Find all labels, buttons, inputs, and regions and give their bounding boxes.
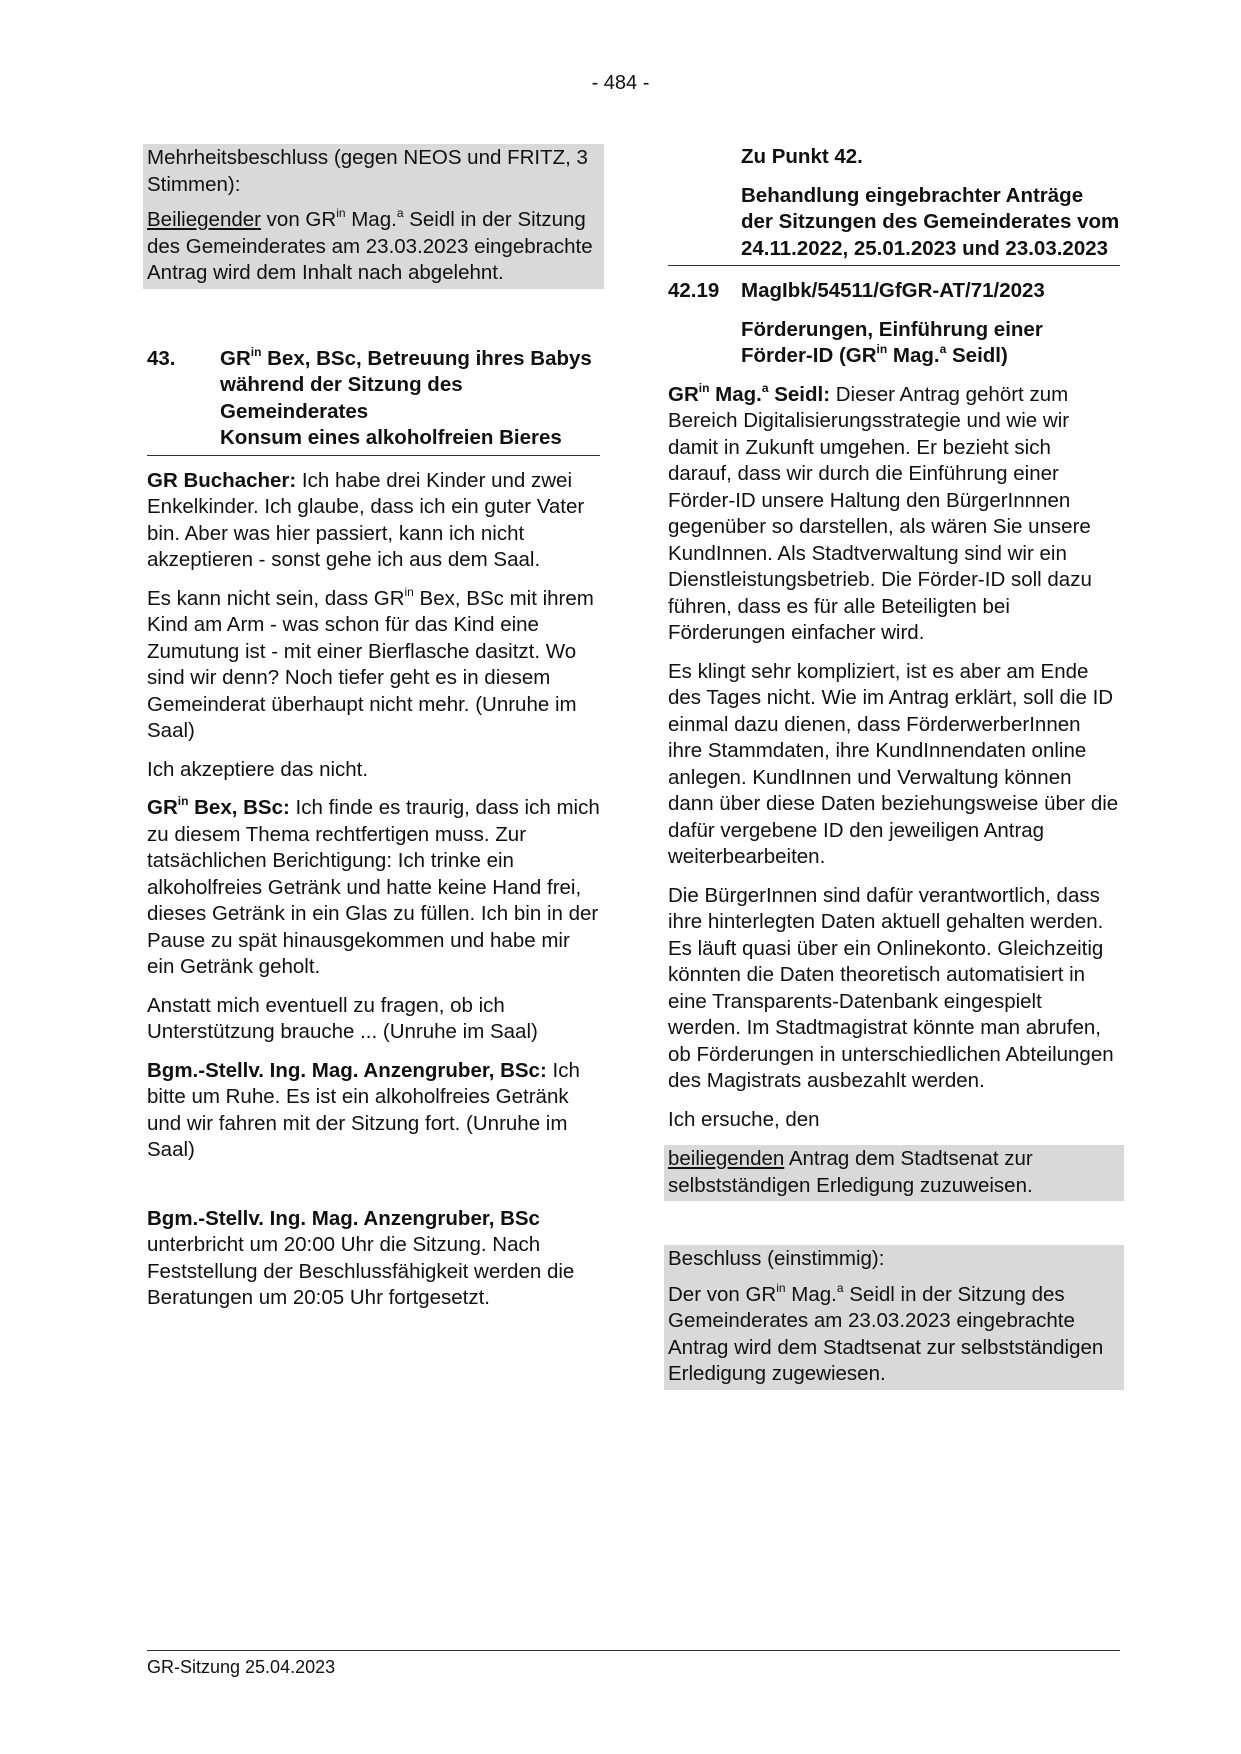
speaker-name: $GR^{in}$ Bex, BSc:: [147, 794, 290, 819]
resolution-text: Der von $GR^{in}$ Mag.$^a$ Seidl in der Sitzung des Gemeinderates am 23.03.2023 eingebrachte Antrag wird dem Stadtsenat zur selbstständigen Erledigung zugewiesen.: [668, 1280, 1104, 1385]
speaker-name: $GR^{in}$ Mag.$^a$ Seidl:: [668, 380, 831, 406]
right-column: [668, 147, 1120, 1390]
speech-paragraph: Es klingt sehr kompliziert, ist es aber am Ende des Tages nicht. Wie im Antrag erklärt, soll die ID einmal dazu dienen, dass FörderwerberInnen ihre Stammdaten, ihre KundInnendaten online anlegen. KundInnen und Verwaltung können dann über diese Daten beziehungsweise über die dafür vergebene ID den jeweiligen Antrag weiterbearbeiten.: [668, 659, 1119, 868]
agenda-title: $GR^{in}$ Bex, BSc, Betreuung ihres Babys während der Sitzung des Gemeinderates Konsum eines alkoholfreien Bieres: [220, 344, 592, 449]
speech-paragraph: Anstatt mich eventuell zu fragen, ob ich Unterstützung brauche ... (Unruhe im Saal): [147, 993, 538, 1043]
page-number: - 484 -: [591, 72, 650, 94]
agenda-heading-43: [147, 346, 600, 456]
footer-text: GR-Sitzung 25.04.2023: [147, 1657, 336, 1677]
speech-buchacher: GR Buchacher: Ich habe drei Kinder und zwei Enkelkinder. Ich glaube, dass ich ein guter Vater bin. Aber was hier passiert, kann ich nicht akzeptieren - sonst gehe ich aus dem Saal.: [147, 468, 585, 571]
speech-paragraph: Es kann nicht sein, dass $GR^{in}$ Bex, BSc mit ihrem Kind am Arm - was schon für das Kind eine Zumutung ist - mit einer Bierflasche dasitzt. Wo sind wir denn? Noch tiefer geht es in diesem Gemeinderat überhaupt nicht mehr. (Unruhe im Saal): [147, 584, 594, 742]
speech-seidl: $GR^{in}$ Mag.$^a$ Seidl: Dieser Antrag gehört zum Bereich Digitalisierungsstrategie und wie wir damit in Zukunft umgehen. Er bezieht sich darauf, dass wir durch die Einführung einer Förder-ID unsere Haltung den BürgerInnnen gegenüber so darstellen, als wären Sie unsere KundInnen. Als Stadtverwaltung sind wir ein Dienstleistungsbetrieb. Die Förder-ID soll dazu führen, dass es für alle Beteiligten bei Förderungen einfacher wird.: [668, 380, 1092, 644]
speech-paragraph: Ich ersuche, den: [668, 1107, 820, 1131]
speech-bex: $GR^{in}$ Bex, BSc: Ich finde es traurig, dass ich mich zu diesem Thema rechtfertigen muss. Zur tatsächlichen Berichtigung: Ich trinke ein alkoholfreies Getränk und hatte keine Hand frei, dieses Getränk in ein Glas zu füllen. Ich bin in der Pause zu spät hinausgekommen und habe mir ein Getränk geholt.: [147, 794, 600, 978]
zu-punkt-title: Behandlung eingebrachter Anträge der Sitzungen des Gemeinderates vom 24.11.2022, 25.01.2023 und 23.03.2023: [741, 183, 1120, 260]
speech-anzengruber: Bgm.-Stellv. Ing. Mag. Anzengruber, BSc: Ich bitte um Ruhe. Es ist ein alkoholfreies Getränk und wir fahren mit der Sitzung fort. (Unruhe im Saal): [147, 1058, 580, 1161]
footer-divider: [147, 1650, 1120, 1651]
agenda-subtitle: Förderungen, Einführung einer Förder-ID ($GR^{in}$ Mag.$^a$ Seidl): [741, 317, 1043, 367]
session-interruption: Bgm.-Stellv. Ing. Mag. Anzengruber, BSc unterbricht um 20:00 Uhr die Sitzung. Nach Feststellung der Beschlussfähigkeit werden die Beratungen um 20:05 Uhr fortgesetzt.: [147, 1206, 575, 1309]
resolution-link: Beiliegender: [147, 208, 261, 231]
resolution-box-rejected: [143, 144, 604, 289]
resolution-unanimous: Beschluss (einstimmig):: [668, 1247, 885, 1270]
speech-paragraph: Die BürgerInnen sind dafür verantwortlich, dass ihre hinterlegten Daten aktuell gehalten werden. Es läuft quasi über ein Onlinekonto. Gleichzeitig könnten die Daten theoretisch automatisiert in eine Transparents-Datenbank eingespielt werden. Im Stadtmagistrat könnte man abrufen, ob Förderungen in unterschiedlichen Abteilungen des Magistrats ausbezahlt werden.: [668, 883, 1114, 1092]
motion-link: beiliegenden: [668, 1147, 785, 1170]
speaker-name: Bgm.-Stellv. Ing. Mag. Anzengruber, BSc:: [147, 1058, 547, 1082]
speaker-name: GR Buchacher:: [147, 468, 297, 492]
agenda-number: 42.19: [668, 279, 720, 302]
speaker-name: Bgm.-Stellv. Ing. Mag. Anzengruber, BSc: [147, 1206, 540, 1230]
zu-punkt: Zu Punkt 42.: [741, 145, 863, 168]
speech-paragraph: Ich akzeptiere das nicht.: [147, 757, 369, 781]
agenda-number: 43.: [147, 346, 176, 370]
left-column: [147, 147, 600, 1324]
resolution-text: Beiliegender von $GR^{in}$ Mag.$^a$ Seidl in der Sitzung des Gemeinderates am 23.03.2023 eingebrachte Antrag wird dem Inhalt nach abgelehnt.: [147, 206, 593, 284]
agenda-reference: MagIbk/54511/GfGR-AT/71/2023: [741, 279, 1045, 302]
motion-box: [664, 1145, 1124, 1201]
resolution-majority: Mehrheitsbeschluss (gegen NEOS und FRITZ, 3 Stimmen):: [147, 146, 588, 196]
agenda-heading-42-19: [668, 278, 1120, 305]
resolution-box-unanimous: [664, 1245, 1124, 1390]
agenda-item-header: [668, 144, 1120, 266]
motion-text: beiliegenden Antrag dem Stadtsenat zur selbstständigen Erledigung zuzuweisen.: [668, 1147, 1033, 1197]
